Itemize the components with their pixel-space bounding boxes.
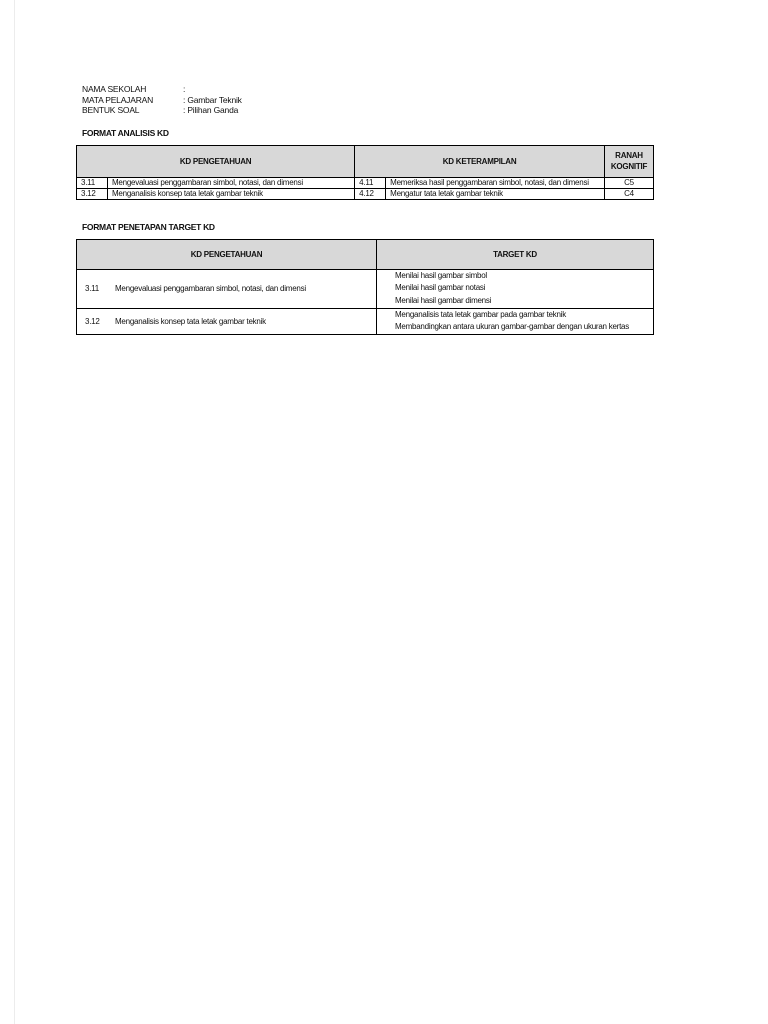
header-kd-pengetahuan: KD PENGETAHUAN — [77, 239, 377, 269]
kd-p-text: Mengevaluasi penggambaran simbol, notasi, dan dimensi — [108, 177, 355, 188]
header-ranah-kognitif — [605, 145, 654, 177]
meta-label: BENTUK SOAL — [82, 105, 140, 115]
penetapan-table — [76, 239, 654, 335]
ranah-line-2: KOGNITIF — [610, 162, 648, 171]
meta-value: : — [183, 84, 186, 94]
target-item: Menilai hasil gambar dimensi — [395, 295, 492, 305]
header-kd-keterampilan: KD KETERAMPILAN — [355, 145, 605, 177]
table-header-row — [77, 145, 654, 177]
ranah-line-1: RANAH — [615, 151, 643, 160]
kd-number: 3.12 — [77, 308, 112, 334]
meta-label: NAMA SEKOLAH — [82, 84, 147, 94]
meta-row-question-form — [82, 105, 682, 116]
target-item: Membandingkan antara ukuran gambar-gambar dengan ukuran kertas — [395, 322, 629, 331]
target-list — [377, 308, 654, 334]
section-title-penetapan: FORMAT PENETAPAN TARGET KD — [82, 221, 215, 232]
target-item: Menilai hasil gambar notasi — [395, 283, 486, 293]
kd-k-number: 4.11 — [355, 177, 386, 188]
meta-label: MATA PELAJARAN — [82, 94, 154, 105]
ranah-value: C5 — [605, 177, 654, 188]
page-edge — [14, 0, 15, 1024]
target-list — [377, 269, 654, 308]
kd-p-number: 3.11 — [77, 177, 108, 188]
table-row — [77, 308, 654, 334]
kd-text: Mengevaluasi penggambaran simbol, notasi, dan dimensi — [111, 269, 377, 308]
table-header-row — [77, 239, 654, 269]
header-target-kd: TARGET KD — [377, 239, 654, 269]
table-row — [77, 269, 654, 308]
kd-k-text: Memeriksa hasil penggambaran simbol, notasi, dan dimensi — [386, 177, 605, 188]
target-item: Menganalisis tata letak gambar pada gambar teknik — [395, 309, 566, 319]
kd-number: 3.11 — [77, 269, 112, 308]
ranah-value: C4 — [605, 188, 654, 199]
kd-p-text: Menganalisis konsep tata letak gambar teknik — [108, 188, 355, 199]
kd-k-number: 4.12 — [355, 188, 386, 199]
kd-text: Menganalisis konsep tata letak gambar teknik — [111, 308, 377, 334]
analisis-table — [76, 145, 654, 200]
meta-value: : Gambar Teknik — [183, 94, 242, 105]
header-kd-pengetahuan: KD PENGETAHUAN — [77, 145, 355, 177]
kd-k-text: Mengatur tata letak gambar teknik — [386, 188, 605, 199]
meta-row-school — [82, 84, 682, 95]
table-row — [77, 188, 654, 199]
kd-p-number: 3.12 — [77, 188, 108, 199]
meta-value: : Pilihan Ganda — [183, 105, 239, 115]
document-header — [82, 84, 682, 116]
section-title-analisis: FORMAT ANALISIS KD — [82, 127, 169, 138]
target-item: Menilai hasil gambar simbol — [395, 270, 487, 280]
table-row — [77, 177, 654, 188]
document-content — [82, 84, 682, 335]
meta-row-subject — [82, 95, 682, 106]
